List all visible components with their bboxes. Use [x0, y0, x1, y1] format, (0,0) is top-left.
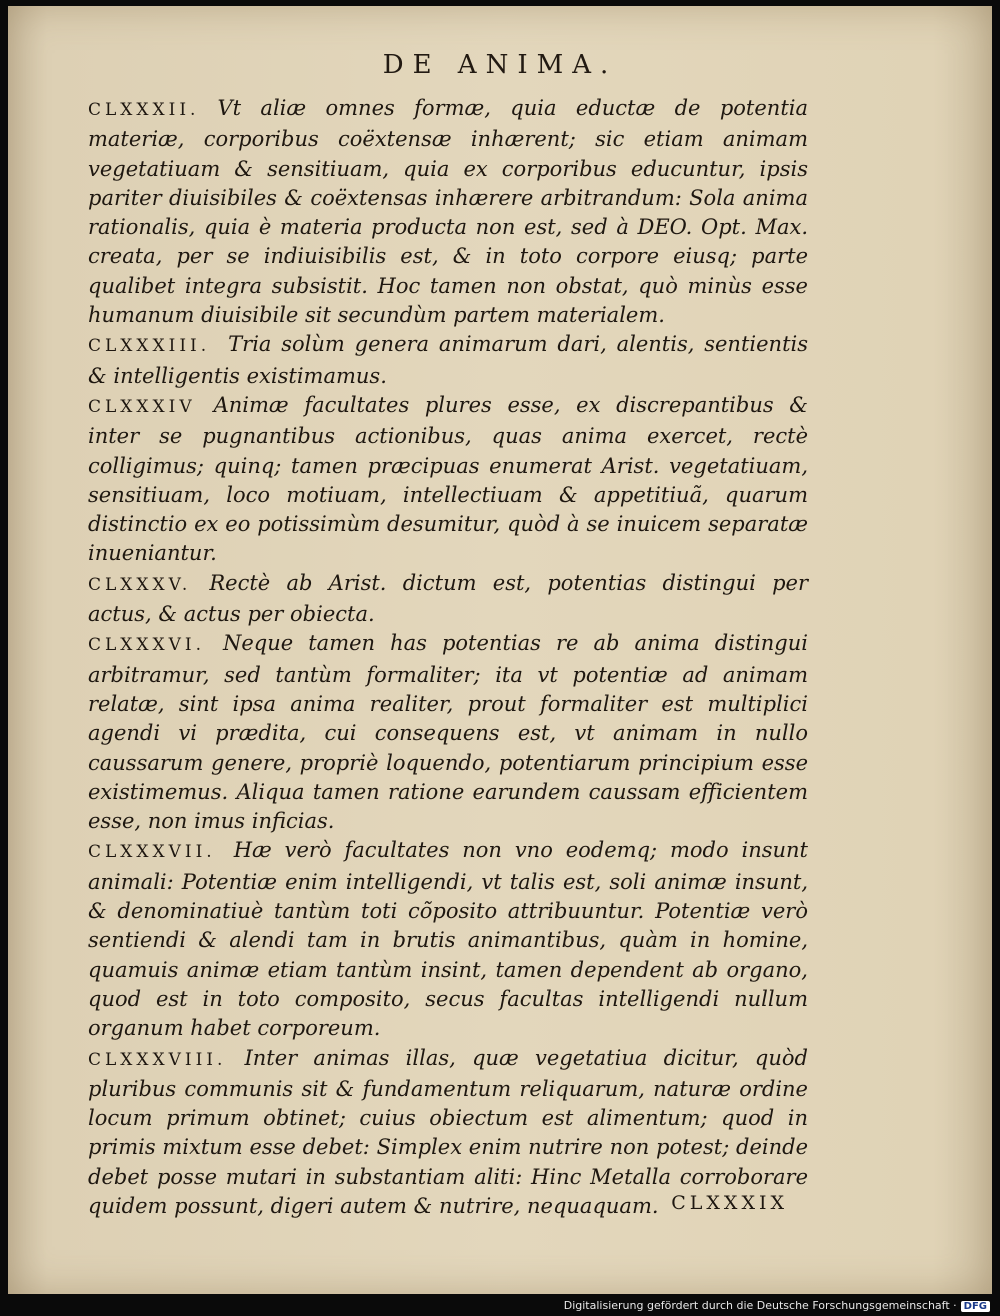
thesis-text: Animæ facultates plures esse, ex discrepantibus & inter se pugnantibus actionibus, quas anima exercet, rectè colligimus; quinq; tamen præcipuas enumerat Arist. vegetatiuam, sensitiuam, loco motiuam, intellectiuam & appetitiuã, quarum distinctio ex eo potissimùm desumitur, quòd à se inuicem separatæ inueniantur. — [88, 392, 808, 566]
thesis-187 — [88, 836, 808, 1043]
thesis-list — [88, 94, 808, 1221]
digitization-footer — [564, 1299, 990, 1312]
thesis-number: CLXXXV. — [88, 574, 192, 595]
catchword: CLXXXIX — [671, 1192, 788, 1214]
thesis-number: CLXXXII. — [88, 100, 200, 120]
book-page — [8, 6, 992, 1294]
thesis-number: CLXXXVII. — [88, 842, 216, 863]
thesis-text: Hæ verò facultates non vno eodemq; modo insunt animali: Potentiæ enim intelligendi, vt talis est, soli animæ insunt, & denominatiuè tantùm toti cõposito attribuuntur. Potentiæ verò sentiendi & alendi tam in brutis animantibus, quàm in homine, quamuis animæ etiam tantùm insint, tamen dependent ab organo, quod est in toto composito, secus facultas intelligendi nullum organum habet corporeum. — [88, 838, 808, 1041]
thesis-text: Tria solùm genera animarum dari, alentis, sentientis & intelligentis existimamus. — [88, 332, 808, 388]
thesis-number: CLXXXVIII. — [88, 1049, 227, 1070]
thesis-number: CLXXXIV — [88, 396, 196, 417]
thesis-text: Rectè ab Arist. dictum est, potentias distingui per actus, & actus per obiecta. — [88, 570, 808, 627]
thesis-text: Vt aliæ omnes formæ, quia eductæ de potentia materiæ, corporibus coëxtensæ inhærent; sic etiam animam vegetatiuam & sensitiuam, quia ex corporibus educuntur, ipsis pariter diuisibiles & coëxtensas inhærere arbitrandum: Sola anima rationalis, quia è materia producta non est, sed à DEO. Opt. Max. creata, per se indiuisibilis est, & in toto corpore eiusq; parte qualibet integra subsistit. Hoc tamen non obstat, quò minùs esse humanum diuisibile sit secundùm partem materialem. — [88, 96, 808, 328]
thesis-number: CLXXXVI. — [88, 635, 205, 656]
thesis-text: Neque tamen has potentias re ab anima distingui arbitramur, sed tantùm formaliter; ita vt potentiæ ad animam relatæ, sint ipsa anima realiter, prout formaliter est multiplici agendi vi prædita, cui consequens est, vt animam in nullo caussarum genere, propriè loquendo, potentiarum principium esse existimemus. Aliqua tamen ratione earundem caussam efficientem esse, non imus inficias. — [88, 631, 808, 834]
thesis-186 — [88, 629, 808, 836]
dfg-logo-icon: DFG — [961, 1301, 990, 1312]
thesis-185 — [88, 569, 808, 630]
footer-text: Digitalisierung gefördert durch die Deutsche Forschungsgemeinschaft · — [563, 1299, 957, 1312]
thesis-184 — [88, 391, 808, 569]
thesis-text: Inter animas illas, quæ vegetatiua dicitur, quòd pluribus communis sit & fundamentum reliquarum, naturæ ordine locum primum obtinet; cuius obiectum est alimentum; quod in primis mixtum esse debet: Simplex enim nutrire non potest; deinde debet posse mutari in substantiam aliti: Hinc Metalla corroborare quidem possunt, digeri autem & nutrire, nequaquam. — [88, 1045, 808, 1218]
thesis-183 — [88, 330, 808, 391]
running-head: DE ANIMA. — [382, 50, 618, 80]
thesis-182 — [88, 94, 808, 330]
thesis-number: CLXXXIII. — [88, 336, 211, 357]
